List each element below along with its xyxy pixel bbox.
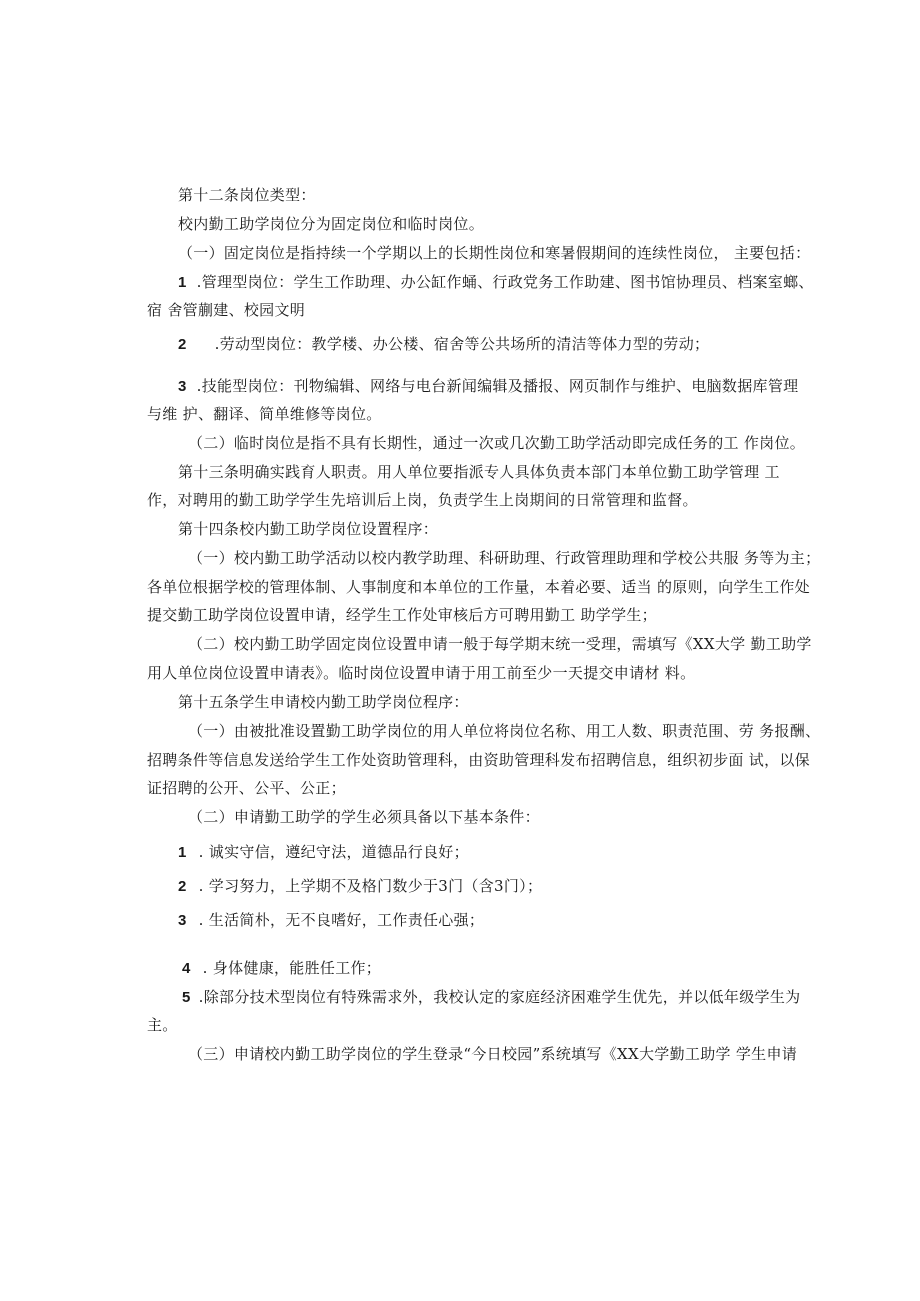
paragraph-continuation: 宿 舍管蒯建、校园文明 [147, 301, 306, 319]
list-item-text: .除部分技术型岗位有特殊需求外，我校认定的家庭经济困难学生优先，并以低年级学生为 [198, 988, 801, 1006]
article-13-paragraph: 第十三条明确实践育人职责。用人单位要指派专人具体负责本部门本单位勤工助学管理 工 [178, 463, 780, 481]
list-item [178, 272, 814, 293]
article-15-heading: 第十五条学生申请校内勤工助学岗位程序： [178, 693, 469, 711]
paragraph: （三）申请校内勤工助学岗位的学生登录“今日校园”系统填写《XX大学勤工助学 学生申请 [188, 1045, 798, 1063]
list-item [178, 842, 469, 863]
paragraph-continuation: 与维 护、翻译、简单维修等岗位。 [147, 405, 382, 423]
paragraph: （一）由被批准设置勤工助学岗位的用人单位将岗位名称、用工人数、职责范围、劳 务报酬、 [188, 722, 821, 740]
paragraph-continuation: 主。 [147, 1016, 178, 1034]
list-item-text: .技能型岗位：刊物编辑、网络与电台新闻编辑及播报、网页制作与维护、电脑数据库管理 [196, 377, 799, 395]
list-number: 3 [178, 912, 187, 929]
paragraph-continuation: 作，对聘用的勤工助学学生先培训后上岗，负责学生上岗期间的日常管理和监督。 [147, 491, 698, 509]
list-item-text: . 生活简朴，无不良嗜好，工作责任心强； [198, 911, 485, 929]
paragraph: （二）校内勤工助学固定岗位设置申请一般于每学期末统一受理，需填写《XX大学 勤工助学 [188, 635, 812, 653]
list-number: 4 [182, 960, 191, 977]
list-item [178, 876, 542, 897]
paragraph-continuation: 证招聘的公开、公平、公正； [147, 779, 346, 797]
list-item [178, 910, 484, 931]
list-item [182, 958, 381, 979]
paragraph: （一）校内勤工助学活动以校内教学助理、科研助理、行政管理助理和学校公共服 务等为主； [188, 549, 821, 567]
list-item [178, 376, 798, 397]
paragraph: 校内勤工助学岗位分为固定岗位和临时岗位。 [178, 215, 485, 233]
paragraph-continuation: 提交勤工助学岗位设置申请，经学生工作处审核后方可聘用勤工 助学学生； [147, 606, 657, 624]
list-item-text: . 学习努力，上学期不及格门数少于3门（含3门）； [198, 877, 543, 895]
paragraph: （二）申请勤工助学的学生必须具备以下基本条件： [188, 808, 540, 826]
list-number: 2 [178, 878, 187, 895]
list-number: 1 [178, 844, 187, 861]
paragraph-continuation: 招聘条件等信息发送给学生工作处资助管理科，由资助管理科发布招聘信息，组织初步面 试，以保 [147, 751, 810, 769]
article-12-heading: 第十二条岗位类型： [178, 186, 316, 204]
article-14-heading: 第十四条校内勤工助学岗位设置程序： [178, 520, 439, 538]
paragraph: （一）固定岗位是指持续一个学期以上的长期性岗位和寒暑假期间的连续性岗位， 主要包括： [178, 244, 811, 262]
list-item-text: .管理型岗位：学生工作助理、办公缸作蛹、行政党务工作助建、图书馆协理员、档案室螂、 [196, 273, 814, 291]
list-item [178, 334, 709, 355]
list-item [182, 987, 800, 1008]
list-number: 3 [178, 378, 187, 395]
paragraph: （二）临时岗位是指不具有长期性，通过一次或几次勤工助学活动即完成任务的工 作岗位。 [188, 434, 806, 452]
list-number: 2 [178, 336, 187, 353]
paragraph-continuation: 各单位根据学校的管理体制、人事制度和本单位的工作量，本着必要、适当 的原则，向学生工作处 [147, 578, 810, 596]
list-item-text: . 身体健康，能胜任工作； [202, 959, 382, 977]
paragraph-continuation: 用人单位岗位设置申请表》。临时岗位设置申请于用工前至少一天提交申请材 料。 [147, 664, 696, 682]
list-number: 1 [178, 274, 187, 291]
list-number: 5 [182, 989, 191, 1006]
list-item-text: . 诚实守信，遵纪守法，道德品行良好； [198, 843, 469, 861]
list-item-text: .劳动型岗位：教学楼、办公楼、宿舍等公共场所的清洁等体力型的劳动； [214, 335, 710, 353]
